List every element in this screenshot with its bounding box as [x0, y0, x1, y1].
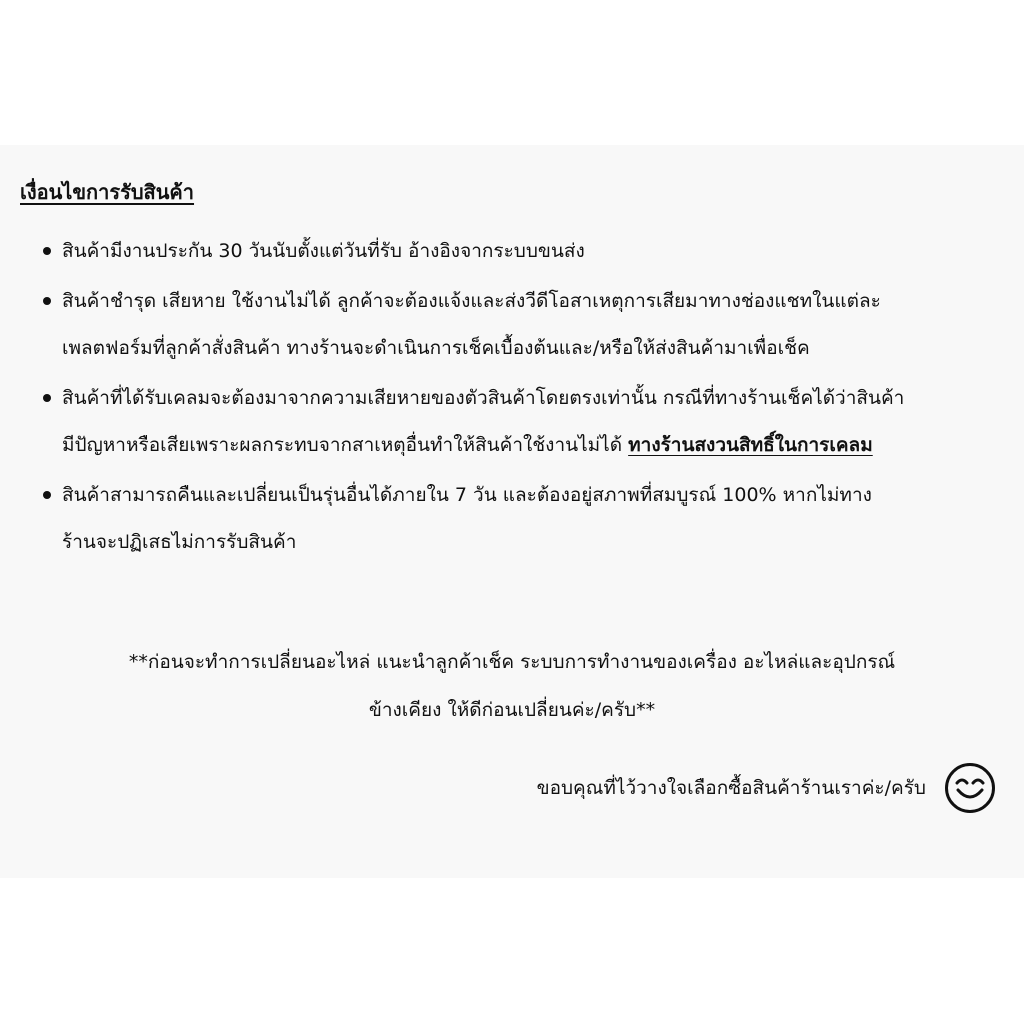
thanks-row [537, 762, 996, 814]
conditions-list [0, 228, 904, 569]
advice-note [0, 638, 1024, 734]
bullet-icon [43, 394, 51, 402]
bullet-icon [43, 297, 51, 305]
rights-reserved-text: ทางร้านสงวนสิทธิ์ในการเคลม [628, 434, 873, 456]
item-text: มีปัญหาหรือเสียเพราะผลกระทบจากสาเหตุอื่นทำให้สินค้าใช้งานไม่ได้ [62, 434, 629, 456]
item-text-with-emphasis [62, 422, 904, 469]
item-text: สินค้าสามารถคืนและเปลี่ยนเป็นรุ่นอื่นได้ภายใน 7 วัน และต้องอยู่สภาพที่สมบูรณ์ 100% หากไม่ทาง [62, 484, 872, 506]
list-item [0, 228, 904, 275]
item-text: สินค้าที่ได้รับเคลมจะต้องมาจากความเสียหายของตัวสินค้าโดยตรงเท่านั้น กรณีที่ทางร้านเช็คได้ว่าสินค้า [62, 387, 905, 409]
note-line: **ก่อนจะทำการเปลี่ยนอะไหล่ แนะนำลูกค้าเช็ค ระบบการทำงานของเครื่อง อะไหล่และอุปกรณ์ [128, 651, 896, 673]
item-text: เพลตฟอร์มที่ลูกค้าสั่งสินค้า ทางร้านจะดำเนินการเช็คเบื้องต้นและ/หรือให้ส่งสินค้ามาเพื่อเช็ค [62, 337, 810, 359]
list-item [0, 375, 904, 469]
item-text: ร้านจะปฏิเสธไม่การรับสินค้า [62, 531, 297, 553]
page-title: เงื่อนไขการรับสินค้า [20, 180, 195, 204]
smiley-face-icon [944, 762, 996, 814]
list-item [0, 278, 904, 372]
item-text: สินค้าชำรุด เสียหาย ใช้งานไม่ได้ ลูกค้าจะต้องแจ้งและส่งวีดีโอสาเหตุการเสียมาทางช่องแชทในแต่ละ [62, 290, 881, 312]
item-text: สินค้ามีงานประกัน 30 วันนับตั้งแต่วันที่รับ อ้างอิงจากระบบขนส่ง [62, 240, 585, 262]
list-item [0, 472, 904, 566]
bullet-icon [43, 247, 51, 255]
bullet-icon [43, 491, 51, 499]
thanks-text: ขอบคุณที่ไว้วางใจเลือกซื้อสินค้าร้านเราค่ะ/ครับ [536, 777, 926, 799]
note-line: ข้างเคียง ให้ดีก่อนเปลี่ยนค่ะ/ครับ** [368, 699, 656, 721]
